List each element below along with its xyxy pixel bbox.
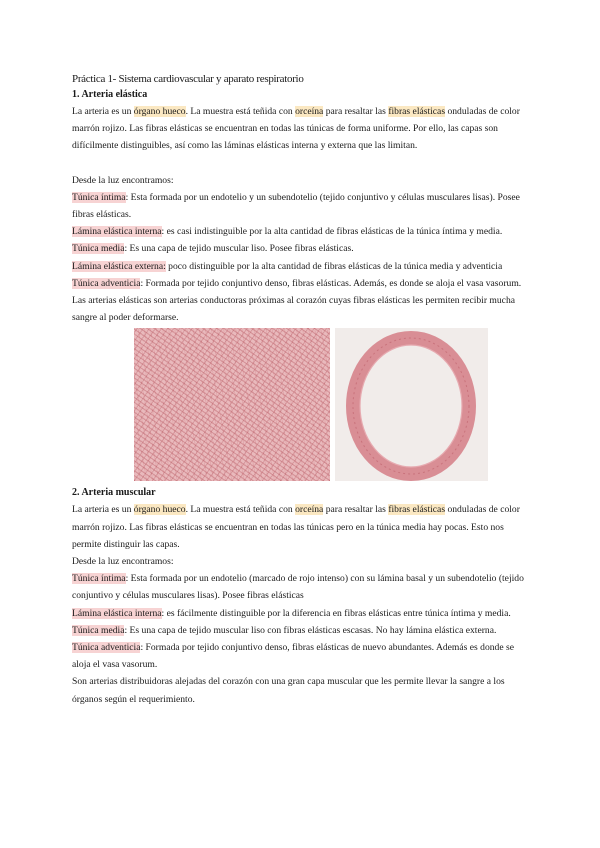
term-description: : Es una capa de tejido muscular liso. Posee fibras elásticas. (124, 243, 354, 255)
highlight-fibras-elasticas: fibras elásticas (388, 504, 446, 516)
term-tunica-adventicia: Túnica adventicia (72, 277, 141, 289)
section-heading-arteria-elastica: 1. Arteria elástica (72, 89, 148, 100)
list-item (72, 240, 532, 257)
highlight-orceina: orceína (295, 504, 324, 516)
list-item (72, 275, 532, 292)
term-description: : es casi indistinguible por la alta cantidad de fibras elásticas de la túnica íntima y media. (161, 226, 503, 238)
artery-lumen-edge (360, 345, 462, 467)
list-item (72, 605, 532, 622)
highlight-orceina: orceína (295, 106, 324, 117)
page-title: Práctica 1- Sistema cardiovascular y aparato respiratorio (72, 73, 304, 85)
micrograph-elastic-artery-closeup (134, 328, 330, 481)
term-tunica-adventicia: Túnica adventicia (72, 642, 141, 654)
intro-run: La arteria es un (72, 504, 134, 516)
term-description: : es fácilmente distinguible por la diferencia en fibras elásticas entre túnica íntima y media. (161, 607, 511, 619)
term-description: poco distinguible por la alta cantidad de fibras elásticas de la túnica media y adventicia (165, 260, 503, 272)
list-item (72, 639, 532, 673)
section1-lead: Desde la luz encontramos: (72, 174, 174, 186)
list-item (72, 570, 532, 604)
intro-run: para resaltar las (323, 504, 389, 516)
intro-run: onduladas de color marrón rojizo. Las fibras elásticas se encuentran en todas las túnicas de forma uniforme. Por ello, las capas son difícilmente distinguibles, así como las láminas elásticas interna y externa que las limitan. (72, 106, 520, 152)
intro-run: . La muestra está teñida con (185, 106, 296, 117)
term-description: : Esta formada por un endotelio y un subendotelio (tejido conjuntivo y células musculares lisas). Posee fibras elásticas. (72, 191, 520, 221)
term-lamina-elastica-interna: Lámina elástica interna (72, 607, 162, 619)
list-item (72, 189, 532, 223)
intro-run: La arteria es un (72, 106, 134, 117)
artery-ring-image (335, 328, 488, 481)
section1-intro (72, 103, 532, 155)
term-tunica-intima: Túnica íntima (72, 191, 126, 203)
highlight-organo-hueco: órgano hueco (133, 106, 186, 117)
list-item (72, 258, 532, 275)
highlight-organo-hueco: órgano hueco (133, 504, 186, 516)
document-page (72, 71, 532, 708)
section-heading-arteria-muscular: 2. Arteria muscular (72, 487, 156, 499)
intro-run: . La muestra está teñida con (185, 504, 296, 516)
list-item (72, 622, 532, 639)
section1-closing: Las arterias elásticas son arterias conductoras próximas al corazón cuyas fibras elásticas les permiten recibir mucha sangre al poder deformarse. (72, 295, 515, 324)
artery-wall-ring (353, 338, 469, 474)
list-item (72, 223, 532, 240)
intro-run: para resaltar las (323, 106, 389, 117)
term-description: : Esta formada por un endotelio (marcado de rojo intenso) con su lámina basal y un subendotelio (tejido conjuntivo y células musculares lisas). Posee fibras elásticas (72, 573, 524, 602)
term-description: : Formada por tejido conjuntivo denso, fibras elásticas. Además, es donde se aloja el vasa vasorum. (140, 277, 522, 289)
term-lamina-elastica-interna: Lámina elástica interna (72, 226, 162, 238)
term-description: : Es una capa de tejido muscular liso con fibras elásticas escasas. No hay lámina elástica externa. (124, 624, 497, 636)
spacer (72, 155, 532, 172)
term-tunica-intima: Túnica íntima (72, 573, 126, 585)
figure-row (72, 328, 532, 481)
micrograph-elastic-artery-cross-section (335, 328, 488, 481)
section2-closing: Son arterias distribuidoras alejadas del corazón con una gran capa muscular que les permite llevar la sangre a los órganos según el requerimiento. (72, 676, 505, 705)
term-description: : Formada por tejido conjuntivo denso, fibras elásticas de nuevo abundantes. Además es donde se aloja el vasa vasorum. (72, 642, 515, 671)
section2-lead: Desde la luz encontramos: (72, 556, 174, 568)
term-tunica-media: Túnica media (72, 624, 125, 636)
term-lamina-elastica-externa: Lámina elástica externa: (72, 260, 166, 272)
intro-run: onduladas de color marrón rojizo. Las fibras elásticas se encuentran en todas las túnicas pero en la túnica media hay pocas. Esto nos permite distinguir las capas. (72, 504, 520, 550)
term-tunica-media: Túnica media (72, 243, 125, 255)
section2-intro (72, 501, 532, 553)
highlight-fibras-elasticas: fibras elásticas (388, 106, 446, 117)
